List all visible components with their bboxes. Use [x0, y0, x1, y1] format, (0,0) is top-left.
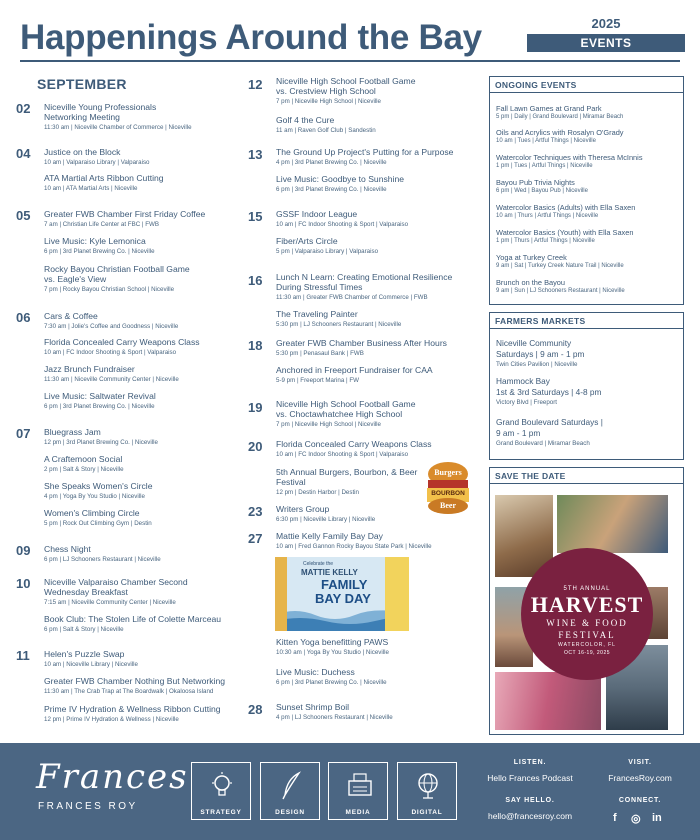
event-item [44, 173, 241, 193]
facebook-icon[interactable]: f [613, 812, 617, 824]
event-title: Chess Night [44, 544, 91, 554]
burgers-bourbon-beer-logo [424, 460, 472, 516]
farmers-markets-panel [489, 312, 684, 460]
event-item [44, 147, 241, 167]
event-details: 6 pm | LJ Schooners Restaurant | Niceville [44, 556, 161, 563]
bbb-text-2: BOURBON [431, 490, 465, 497]
event-item [276, 439, 483, 459]
service-label: STRATEGY [200, 809, 242, 816]
event-item [44, 391, 241, 411]
event-item [276, 209, 483, 229]
ongoing-title: Oils and Acrylics with Rosalyn O'Grady [496, 128, 624, 137]
event-item [276, 399, 483, 429]
event-title: 5th Annual Burgers, Bourbon, & Beer [276, 467, 418, 477]
event-title: Cars & Coffee [44, 311, 98, 321]
market-hours: 1st & 3rd Saturdays | 4-8 pm [496, 386, 602, 397]
event-title: Live Music: Saltwater Revival [44, 391, 156, 401]
event-details: 11 am | Raven Golf Club | Sandestin [276, 127, 376, 134]
ongoing-item [496, 203, 679, 221]
month-heading: SEPTEMBER [37, 76, 127, 92]
event-title-line2: Networking Meeting [44, 112, 120, 122]
event-details: 7:30 am | Jolie's Coffee and Goodness | Niceville [44, 323, 179, 330]
event-details: 12 pm | Prime IV Hydration & Wellness | Niceville [44, 716, 179, 723]
bay-day-big: FAMILY [321, 577, 368, 592]
bay-day-small: Celebrate the [303, 561, 334, 567]
market-name: Hammock Bay [496, 376, 550, 386]
event-details: 6 pm | 3rd Planet Brewing Co. | Niceville [276, 679, 387, 686]
day-number: 05 [16, 208, 31, 223]
market-hours: Saturdays | 9 am - 1 pm [496, 348, 585, 359]
event-item [44, 264, 241, 294]
ongoing-details: 6 pm | Wed | Bayou Pub | Niceville [496, 188, 588, 194]
event-title: Sunset Shrimp Boil [276, 702, 350, 712]
ongoing-title: Brunch on the Bayou [496, 278, 566, 287]
quill-icon [279, 771, 303, 801]
event-title: Niceville Valparaiso Chamber Second [44, 577, 188, 587]
event-title: Mattie Kelly Family Bay Day [276, 531, 383, 541]
event-title: A Craftemoon Social [44, 454, 123, 464]
event-item [276, 531, 483, 551]
event-title-line2: vs. Eagle's View [44, 274, 107, 284]
ongoing-item [496, 104, 679, 122]
event-details: 6 pm | Salt & Story | Niceville [44, 626, 124, 633]
event-title: Greater FWB Chamber Nothing But Networking [44, 676, 226, 686]
ongoing-details: 10 am | Tues | Artful Things | Niceville [496, 138, 596, 144]
event-title: Florida Concealed Carry Weapons Class [276, 439, 432, 449]
event-details: 10:30 am | Yoga By You Studio | Niceville [276, 649, 389, 656]
day-number: 11 [16, 648, 30, 663]
ongoing-details: 9 am | Sat | Turkey Creek Nature Trail | Niceville [496, 263, 624, 269]
bay-day-ad [275, 557, 409, 631]
harvest-big: HARVEST [530, 592, 644, 617]
event-item [44, 454, 241, 474]
header-divider [20, 60, 680, 62]
event-details: 4 pm | 3rd Planet Brewing Co. | Niceville [276, 159, 387, 166]
event-item [44, 704, 241, 724]
service-strategy[interactable] [191, 762, 251, 820]
event-title-line2: Festival [276, 477, 306, 487]
event-item [44, 236, 241, 256]
event-title: Writers Group [276, 504, 330, 514]
event-title: Live Music: Goodbye to Sunshine [276, 174, 405, 184]
service-digital[interactable] [397, 762, 457, 820]
event-details: 4 pm | Yoga By You Studio | Niceville [44, 493, 145, 500]
globe-icon [416, 771, 440, 801]
bay-day-big2: BAY DAY [315, 591, 371, 606]
harvest-small: 5TH ANNUAL [563, 586, 611, 592]
market-item [496, 417, 679, 448]
event-item [44, 676, 241, 696]
event-title: The Traveling Painter [276, 309, 358, 319]
market-location: Victory Blvd | Freeport [496, 399, 557, 406]
bbb-text-3: Beer [440, 501, 456, 510]
event-title: Fiber/Arts Circle [276, 236, 338, 246]
ongoing-title: Watercolor Basics (Adults) with Ella Saxen [496, 203, 636, 212]
ongoing-item [496, 253, 679, 271]
event-item [44, 614, 241, 634]
event-details: 7:15 am | Niceville Community Center | Niceville [44, 599, 176, 606]
market-name: Grand Boulevard Saturdays | [496, 417, 603, 427]
market-location: Twin Cities Pavilion | Niceville [496, 361, 578, 368]
instagram-icon[interactable]: ◎ [631, 813, 641, 825]
day-number: 19 [248, 400, 263, 415]
event-details: 7 am | Christian Life Center at FBC | FWB [44, 221, 159, 228]
service-label: DESIGN [275, 809, 305, 816]
website-link[interactable]: FrancesRoy.com [608, 773, 672, 783]
event-title: Women's Climbing Circle [44, 508, 140, 518]
event-item [276, 76, 483, 106]
event-title: Live Music: Kyle Lemonica [44, 236, 146, 246]
market-item [496, 376, 679, 407]
event-item [276, 147, 483, 167]
festival-photo [495, 672, 601, 730]
event-item [44, 427, 241, 447]
ongoing-item [496, 278, 679, 296]
event-details: 11:30 am | Niceville Community Center | Niceville [44, 376, 179, 383]
event-title: Book Club: The Stolen Life of Colette Marceau [44, 614, 222, 624]
event-item [44, 508, 241, 528]
market-item [496, 338, 679, 369]
event-title: Justice on the Block [44, 147, 121, 157]
event-title: Niceville Young Professionals [44, 102, 157, 112]
event-item [276, 702, 483, 722]
event-title: Rocky Bayou Christian Football Game [44, 264, 190, 274]
ongoing-events-panel [489, 76, 684, 305]
event-item [44, 102, 241, 132]
event-title: Lunch N Learn: Creating Emotional Resilience [276, 272, 453, 282]
day-number: 20 [248, 439, 263, 454]
event-item [276, 667, 483, 687]
event-details: 10 am | FC Indoor Shooting & Sport | Valparaiso [276, 221, 409, 228]
event-title: She Speaks Women's Circle [44, 481, 153, 491]
bay-day-top: MATTIE KELLY [301, 568, 358, 577]
event-title: Greater FWB Chamber First Friday Coffee [44, 209, 206, 219]
event-title: Kitten Yoga benefitting PAWS [276, 637, 389, 647]
event-title: Greater FWB Chamber Business After Hours [276, 338, 447, 348]
event-details: 5 pm | Valparaiso Library | Valparaiso [276, 248, 379, 255]
market-name: Niceville Community [496, 338, 572, 348]
events-label: EVENTS [527, 34, 685, 52]
event-details: 5:30 pm | Penasaul Bank | FWB [276, 350, 364, 357]
event-title: The Ground Up Project's Putting for a Purpose [276, 147, 454, 157]
day-number: 23 [248, 504, 263, 519]
day-number: 09 [16, 543, 31, 558]
event-details: 6 pm | 3rd Planet Brewing Co. | Niceville [44, 248, 155, 255]
day-number: 06 [16, 310, 31, 325]
ongoing-item [496, 228, 679, 246]
event-title: Helen's Puzzle Swap [44, 649, 125, 659]
event-item [44, 311, 241, 331]
farmers-markets-heading: FARMERS MARKETS [490, 313, 683, 329]
event-details: 6 pm | 3rd Planet Brewing Co. | Niceville [44, 403, 155, 410]
day-number: 04 [16, 146, 31, 161]
event-details: 10 am | Fred Gannon Rocky Bayou State Park | Niceville [276, 543, 432, 550]
event-details: 10 am | FC Indoor Shooting & Sport | Valparaiso [276, 451, 409, 458]
footer [0, 743, 700, 840]
linkedin-icon[interactable]: in [652, 812, 662, 824]
festival-photo [557, 495, 668, 553]
event-title: Anchored in Freeport Fundraiser for CAA [276, 365, 433, 375]
event-details: 7 pm | Rocky Bayou Christian School | Niceville [44, 286, 175, 293]
day-number: 02 [16, 101, 31, 116]
event-title: Golf 4 the Cure [276, 115, 335, 125]
event-title: Bluegrass Jam [44, 427, 101, 437]
event-title: GSSF Indoor League [276, 209, 358, 219]
ongoing-details: 1 pm | Tues | Artful Things | Niceville [496, 163, 593, 169]
service-label: DIGITAL [411, 809, 443, 816]
ongoing-title: Watercolor Techniques with Theresa McInnis [496, 153, 643, 162]
listen-heading: LISTEN. [513, 759, 547, 766]
harvest-fest: FESTIVAL [558, 630, 616, 640]
event-title: Niceville High School Football Game [276, 76, 416, 86]
event-details: 6 pm | 3rd Planet Brewing Co. | Niceville [276, 186, 387, 193]
event-item [276, 309, 483, 329]
typewriter-icon [347, 771, 373, 801]
event-details: 12 pm | 3rd Planet Brewing Co. | Niceville [44, 439, 158, 446]
service-label: MEDIA [345, 809, 371, 816]
ongoing-item [496, 128, 679, 146]
day-number: 15 [248, 209, 263, 224]
event-title: Live Music: Duchess [276, 667, 355, 677]
service-design[interactable] [260, 762, 320, 820]
harvest-festival-badge [521, 548, 653, 680]
event-title: ATA Martial Arts Ribbon Cutting [44, 173, 164, 183]
event-details: 5-9 pm | Freeport Marina | FW [276, 377, 359, 384]
event-item [44, 337, 241, 357]
event-title-line2: Wednesday Breakfast [44, 587, 128, 597]
ongoing-details: 1 pm | Thurs | Artful Things | Niceville [496, 238, 595, 244]
day-number: 28 [248, 702, 263, 717]
day-number: 13 [248, 147, 263, 162]
ongoing-details: 10 am | Thurs | Artful Things | Niceville [496, 213, 599, 219]
event-title: Niceville High School Football Game [276, 399, 416, 409]
ongoing-title: Watercolor Basics (Youth) with Ella Saxen [496, 228, 634, 237]
email-link[interactable]: hello@francesroy.com [487, 811, 573, 821]
event-item [276, 236, 483, 256]
ongoing-details: 9 am | Sun | LJ Schooners Restaurant | Niceville [496, 288, 625, 294]
ongoing-item [496, 153, 679, 171]
event-item [44, 544, 241, 564]
event-title: Florida Concealed Carry Weapons Class [44, 337, 200, 347]
day-number: 07 [16, 426, 31, 441]
event-details: 2 pm | Salt & Story | Niceville [44, 466, 124, 473]
lightbulb-icon [210, 771, 234, 801]
event-details: 10 am | Valparaiso Library | Valparaiso [44, 159, 150, 166]
year-badge [527, 16, 685, 52]
day-number: 27 [248, 531, 263, 546]
event-item [276, 174, 483, 194]
event-details: 11:30 am | The Crab Trap at The Boardwalk | Okaloosa Island [44, 688, 214, 695]
connect-heading: CONNECT. [618, 797, 662, 804]
event-details: 6:30 pm | Niceville Library | Niceville [276, 516, 376, 523]
say-hello-heading: SAY HELLO. [505, 797, 555, 804]
event-item [44, 577, 241, 607]
visit-heading: VISIT. [628, 759, 652, 766]
ongoing-title: Fall Lawn Games at Grand Park [496, 104, 602, 113]
harvest-date: OCT 16-19, 2025 [563, 650, 611, 656]
page-title: Happenings Around the Bay [20, 18, 482, 57]
harvest-mid: WINE & FOOD [546, 618, 628, 628]
ongoing-title: Yoga at Turkey Creek [496, 253, 567, 262]
event-title: Jazz Brunch Fundraiser [44, 364, 135, 374]
event-details: 5:30 pm | LJ Schooners Restaurant | Niceville [276, 321, 402, 328]
harvest-location: WATERCOLOR, FL [558, 642, 616, 648]
event-item [276, 365, 483, 385]
event-item [276, 338, 483, 358]
ongoing-details: 5 pm | Daily | Grand Boulevard | Miramar Beach [496, 114, 624, 120]
ongoing-title: Bayou Pub Trivia Nights [496, 178, 575, 187]
event-details: 10 am | Niceville Library | Niceville [44, 661, 138, 668]
event-item [276, 115, 483, 135]
event-title: Prime IV Hydration & Wellness Ribbon Cutting [44, 704, 221, 714]
save-the-date-heading: SAVE THE DATE [490, 468, 683, 484]
event-details: 7 pm | Niceville High School | Niceville [276, 421, 382, 428]
ongoing-item [496, 178, 679, 196]
event-item [44, 649, 241, 669]
event-item [276, 272, 483, 302]
event-title-line2: vs. Choctawhatchee High School [276, 409, 403, 419]
day-number: 16 [248, 273, 263, 288]
event-details: 10 am | FC Indoor Shooting & Sport | Valparaiso [44, 349, 177, 356]
event-details: 10 am | ATA Martial Arts | Niceville [44, 185, 138, 192]
day-number: 18 [248, 338, 263, 353]
event-item [44, 364, 241, 384]
event-details: 12 pm | Destin Harbor | Destin [276, 489, 359, 496]
day-number: 10 [16, 576, 31, 591]
market-hours: 9 am - 1 pm [496, 427, 541, 438]
market-location: Grand Boulevard | Miramar Beach [496, 440, 590, 447]
event-item [276, 637, 483, 657]
day-number: 12 [248, 77, 263, 92]
frances-roy-wordmark: FRANCES ROY [38, 801, 138, 812]
event-details: 5 pm | Rock Out Climbing Gym | Destin [44, 520, 152, 527]
podcast-link[interactable]: Hello Frances Podcast [487, 773, 573, 783]
event-details: 11:30 am | Niceville Chamber of Commerce | Niceville [44, 124, 192, 131]
event-details: 11:30 am | Greater FWB Chamber of Commerce | FWB [276, 294, 428, 301]
bbb-text-1: Burgers [434, 468, 462, 477]
event-item [44, 209, 241, 229]
ongoing-events-heading: ONGOING EVENTS [490, 77, 683, 93]
event-details: 7 pm | Niceville High School | Niceville [276, 98, 382, 105]
service-media[interactable] [328, 762, 388, 820]
year-label: 2025 [591, 16, 621, 31]
frances-roy-logo: Frances [36, 757, 189, 797]
event-title-line2: During Stressful Times [276, 282, 363, 292]
event-item [44, 481, 241, 501]
event-title-line2: vs. Crestview High School [276, 86, 376, 96]
event-details: 4 pm | LJ Schooners Restaurant | Niceville [276, 714, 393, 721]
